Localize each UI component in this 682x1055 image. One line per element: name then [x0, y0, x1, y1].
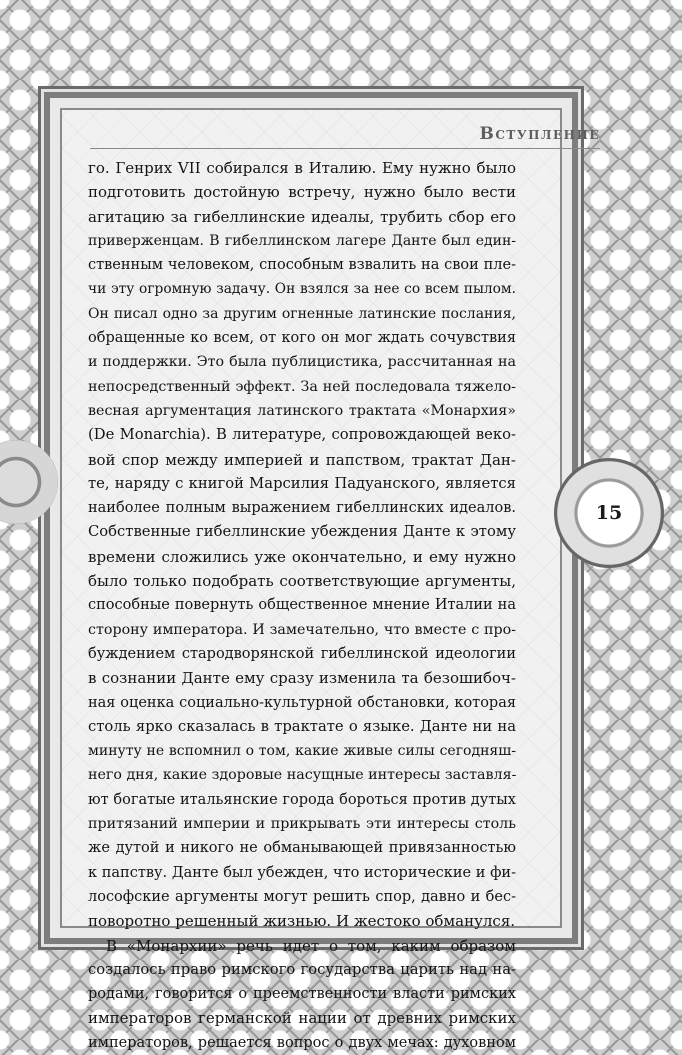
text-line: поворотно решенный жизнью. И жестоко обманулся. — [88, 912, 516, 931]
text-line: агитацию за гибеллинские идеалы, трубить сбор его — [88, 207, 516, 226]
text-line: притязаний империи и прикрывать эти интересы столь — [88, 816, 516, 833]
text-line: (De Monarchia). В литературе, сопровождающей веко- — [88, 426, 516, 444]
page-number: 15 — [595, 502, 623, 524]
text-line: Он писал одно за другим огненные латинские послания, — [88, 305, 516, 322]
text-line: обращенные ко всем, от кого он мог ждать сочувствия — [88, 330, 516, 347]
text-line: буждением стародворянской гибеллинской идеологии — [88, 645, 516, 662]
text-line: него дня, какие здоровые насущные интересы заставля- — [88, 767, 516, 784]
text-line: в сознании Данте ему сразу изменила та безошибоч- — [88, 669, 516, 688]
text-line: чи эту огромную задачу. Он взялся за нее со всем пылом. — [88, 281, 516, 298]
text-line: родами, говорится о преемственности власти римских — [88, 986, 516, 1003]
text-line: ственным человеком, способным взвалить на свои пле- — [88, 257, 516, 274]
text-line: к папству. Данте был убежден, что исторические и фи- — [88, 864, 516, 881]
text-line: сторону императора. И замечательно, что вместе с про- — [88, 621, 516, 638]
section-title: Вступление — [479, 124, 600, 144]
text-line: столь ярко сказалась в трактате о языке. Данте ни на — [88, 717, 516, 735]
text-line: приверженцам. В гибеллинском лагере Данте был един- — [88, 232, 516, 249]
text-line: времени сложились уже окончательно, и ему нужно — [88, 547, 516, 566]
text-line: ная оценка социально-культурной обстановки, которая — [88, 694, 516, 711]
text-line: лософские аргументы могут решить спор, давно и бес- — [88, 888, 516, 905]
text-line: было только подобрать соответствующие аргументы, — [88, 572, 516, 591]
title-rule — [90, 148, 600, 149]
text-line: ют богатые итальянские города бороться против дутых — [88, 791, 516, 808]
text-line: создалось право римского государства царить над на- — [88, 960, 516, 978]
text-line: способные повернуть общественное мнение Италии на — [88, 597, 516, 614]
page-number-badge — [554, 458, 664, 568]
text-line: Собственные гибеллинские убеждения Данте к этому — [88, 523, 516, 541]
text-line: императоров, решается вопрос о двух мечах: духовном — [88, 1034, 516, 1051]
text-line: и поддержки. Это была публицистика, рассчитанная на — [88, 354, 516, 371]
text-line: подготовить достойную встречу, нужно было вести — [88, 183, 516, 202]
text-line: го. Генрих VII собирался в Италию. Ему нужно было — [88, 159, 516, 177]
text-line: императоров германской нации от древних римских — [88, 1009, 516, 1028]
text-line: вой спор между империей и папством, трактат Дан- — [88, 450, 516, 469]
text-line: весная аргументация латинского трактата «Монархия» — [88, 402, 516, 419]
text-line: непосредственный эффект. За ней последовала тяжело- — [88, 378, 516, 395]
text-line: наиболее полным выражением гибеллинских идеалов. — [88, 500, 516, 517]
text-line: те, наряду с книгой Марсилия Падуанского, является — [88, 474, 516, 492]
text-line: же дутой и никого не обманывающей привязанностью — [88, 840, 516, 857]
body-text — [88, 156, 516, 1055]
paragraph-start-line: В «Монархии» речь идет о том, каким образом — [106, 936, 516, 955]
text-line: минуту не вспомнил о том, какие живые силы сегодняш- — [88, 743, 516, 760]
